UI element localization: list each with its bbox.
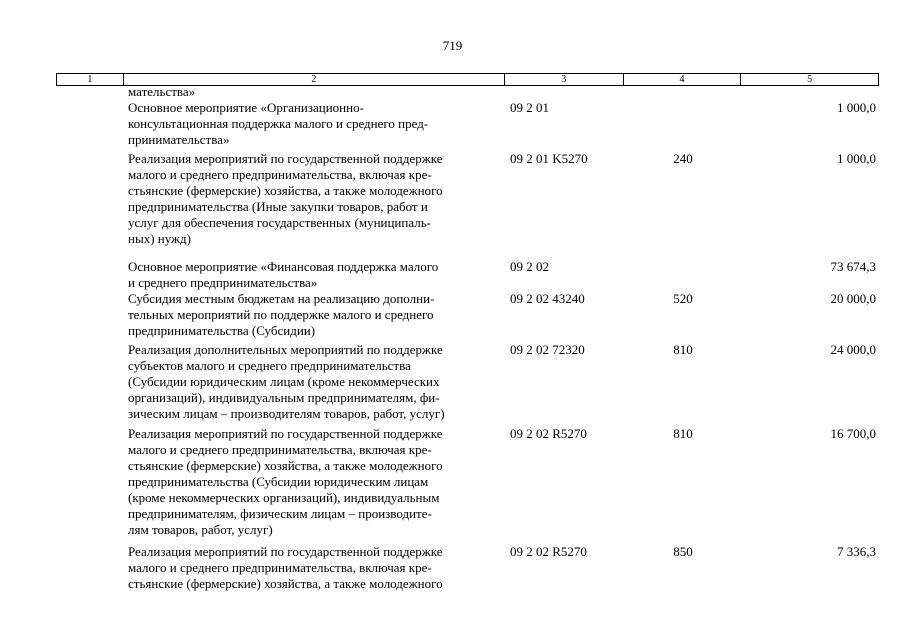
description-line: стьянские (фермерские) хозяйства, а также молодежного: [128, 458, 443, 473]
row-code: [505, 87, 624, 100]
column-header: 5: [807, 74, 813, 85]
table-row: [56, 100, 879, 151]
row-type: 240: [673, 151, 693, 166]
row-amount: 20 000,0: [830, 291, 876, 306]
row-type: 810: [673, 342, 693, 357]
row-description: [123, 87, 505, 100]
row-type: [624, 87, 742, 100]
description-line: услуг для обеспечения государственных (муниципаль-: [128, 215, 431, 230]
description-line: лям товаров, работ, услуг): [128, 522, 273, 537]
description-line: Реализация мероприятий по государственной поддержке: [128, 151, 443, 166]
row-type: 810: [673, 426, 693, 441]
budget-table: [56, 87, 879, 604]
page-number: 719: [442, 38, 463, 53]
description-line: Основное мероприятие «Организационно-: [128, 100, 364, 115]
row-type: 520: [673, 291, 693, 306]
description-line: предпринимательства (Субсидии): [128, 323, 316, 338]
row-description: [123, 151, 505, 259]
table-row: [56, 87, 879, 100]
description-line: Реализация мероприятий по государственной поддержке: [128, 544, 443, 559]
row-description: [123, 100, 505, 151]
column-header: 2: [124, 74, 505, 85]
row-amount: 1 000,0: [837, 100, 876, 115]
description-line: предпринимательства (Субсидии юридическим лицам: [128, 474, 429, 489]
row-code: 09 2 02 R5270: [510, 426, 587, 441]
description-line: стьянские (фермерские) хозяйства, а также молодежного: [128, 576, 443, 591]
row-amount: 1 000,0: [837, 151, 876, 166]
row-code: 09 2 01 K5270: [510, 151, 588, 166]
row-description: [123, 291, 505, 342]
description-line: ных) нужд): [128, 231, 191, 246]
table-header: [56, 73, 879, 86]
description-line: субъектов малого и среднего предпринимательства: [128, 358, 411, 373]
row-amount: 16 700,0: [830, 426, 876, 441]
row-amount: 7 336,3: [837, 544, 876, 559]
table-row: [56, 544, 879, 604]
row-description: [123, 259, 505, 291]
description-line: зическим лицам – производителям товаров, работ, услуг): [128, 406, 445, 421]
row-description: [123, 544, 505, 604]
description-line: стьянские (фермерские) хозяйства, а также молодежного: [128, 183, 443, 198]
table-row: [56, 426, 879, 544]
description-line: Субсидия местным бюджетам на реализацию дополни-: [128, 291, 435, 306]
description-line: (Субсидии юридическим лицам (кроме некоммерческих: [128, 374, 440, 389]
description-line: малого и среднего предпринимательства, включая кре-: [128, 167, 432, 182]
row-type: [624, 259, 742, 291]
row-code: 09 2 02: [510, 259, 549, 274]
description-line: Реализация дополнительных мероприятий по поддержке: [128, 342, 443, 357]
row-type: [624, 100, 742, 151]
description-line: тельных мероприятий по поддержке малого и среднего: [128, 307, 434, 322]
row-code: 09 2 01: [510, 100, 549, 115]
row-code: 09 2 02 72320: [510, 342, 585, 357]
description-line: предпринимательства (Иные закупки товаров, работ и: [128, 199, 428, 214]
description-line: малого и среднего предпринимательства, включая кре-: [128, 560, 432, 575]
description-line: и среднего предпринимательства»: [128, 275, 318, 290]
description-line: Реализация мероприятий по государственной поддержке: [128, 426, 443, 441]
description-line: предпринимателям, физическим лицам – производите-: [128, 506, 432, 521]
description-line: мательства»: [128, 87, 196, 99]
column-header: 3: [505, 74, 624, 85]
table-row: [56, 291, 879, 342]
description-line: консультационная поддержка малого и среднего пред-: [128, 116, 429, 131]
description-line: малого и среднего предпринимательства, включая кре-: [128, 442, 432, 457]
column-header: 4: [624, 74, 742, 85]
description-line: принимательства»: [128, 132, 230, 147]
table-row: [56, 259, 879, 291]
description-line: (кроме некоммерческих организаций), индивидуальным: [128, 490, 440, 505]
table-row: [56, 151, 879, 259]
column-header: 1: [57, 74, 124, 85]
description-line: организаций), индивидуальным предпринимателям, фи-: [128, 390, 440, 405]
row-code: 09 2 02 R5270: [510, 544, 587, 559]
description-line: Основное мероприятие «Финансовая поддержка малого: [128, 259, 439, 274]
row-description: [123, 342, 505, 426]
row-description: [123, 426, 505, 544]
row-amount: [742, 87, 879, 100]
row-amount: 24 000,0: [830, 342, 876, 357]
row-type: 850: [673, 544, 693, 559]
table-row: [56, 342, 879, 426]
row-amount: 73 674,3: [830, 259, 876, 274]
row-code: 09 2 02 43240: [510, 291, 585, 306]
